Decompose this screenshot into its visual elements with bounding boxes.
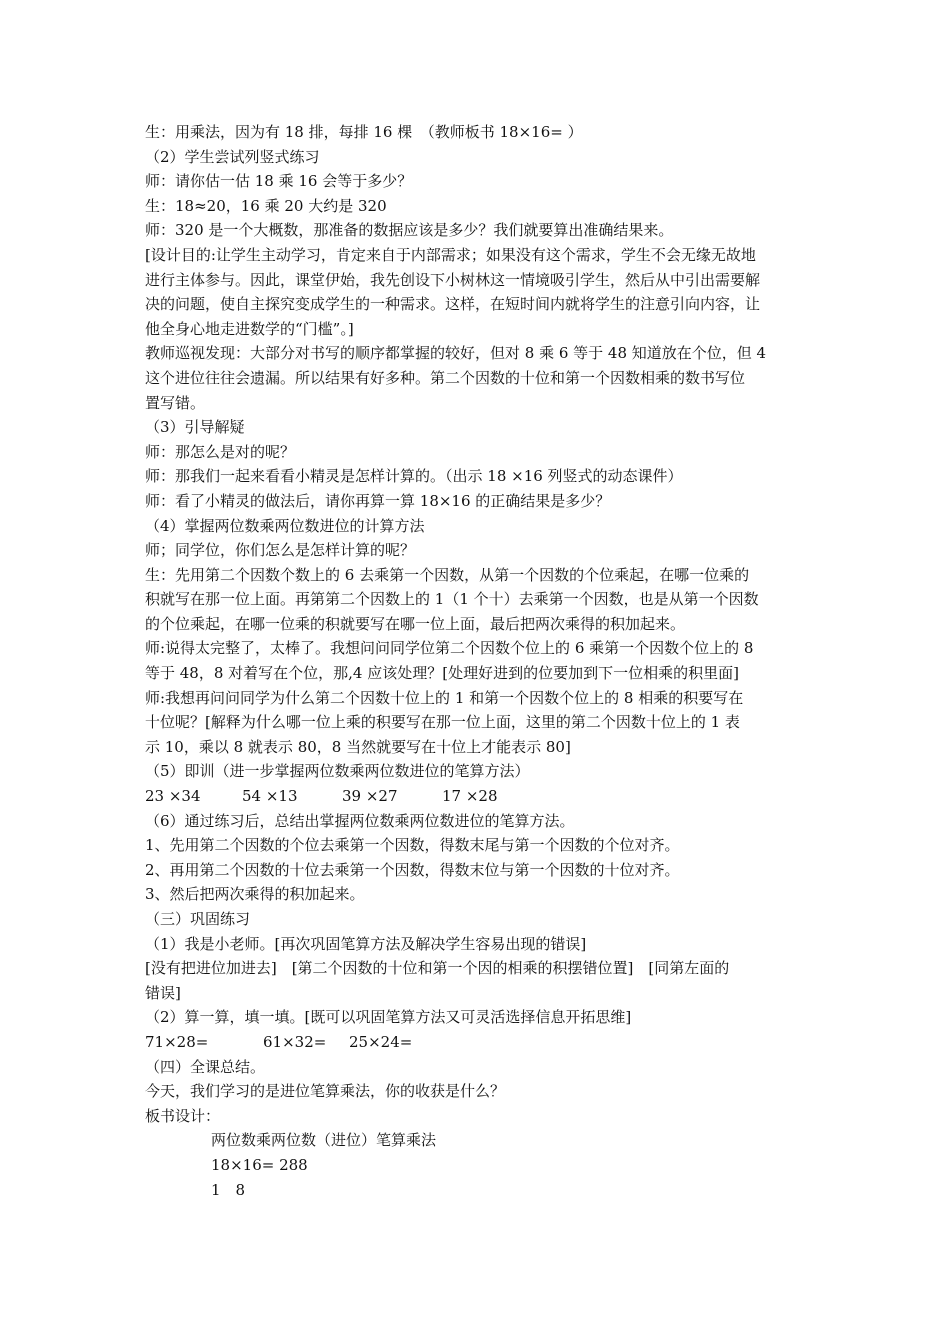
patrol-paragraph	[145, 341, 810, 415]
paragraph-line: 决的问题，使自主探究变成学生的一种需求。这样，在短时间内就将学生的注意引向内容，让	[145, 295, 761, 314]
paragraph-line: 生：先用第二个因数个数上的 6 去乘第一个因数，从第一个因数的个位乘起，在哪一位乘的	[145, 565, 750, 584]
drill-exercises	[145, 784, 810, 809]
subheading: （3）引导解疑	[145, 418, 245, 437]
summary-step: 3、然后把两次乘得的积加起来。	[145, 885, 365, 904]
subheading: （5）即训（进一步掌握两位数乘两位数进位的笔算方法）	[145, 762, 530, 781]
section-heading: （三）巩固练习	[145, 910, 251, 928]
paragraph-line: 错误]	[145, 983, 181, 1002]
text-line: 师：320 是一个大概数，那准备的数据应该是多少？我们就要算出准确结果来。	[145, 221, 674, 240]
subheading: （6）通过练习后，总结出掌握两位数乘两位数进位的笔算方法。	[145, 811, 575, 830]
exercise-item: 61×32=	[263, 1032, 327, 1051]
text-line: 师：看了小精灵的做法后，请你再算一算 18×16 的正确结果是多少？	[145, 491, 611, 510]
document-page	[145, 120, 810, 1202]
section-heading: （四）全课总结。	[145, 1057, 266, 1076]
paragraph-line: 师:我想再问问同学为什么第二个因数十位上的 1 和第一个因数个位上的 8 相乘的积要写在	[145, 688, 744, 707]
paragraph-line: [设计目的:让学生主动学习，肯定来自于内部需求；如果没有这个需求，学生不会无缘无故地	[145, 245, 756, 264]
paragraph-line: 教师巡视发现：大部分对书写的顺序都掌握的较好，但对 8 乘 6 等于 48 知道放在个位，但 4	[145, 344, 767, 363]
teacher-question-paragraph	[145, 636, 810, 685]
exercise-item: 17 ×28	[442, 787, 498, 806]
exercise-item: 23 ×34	[145, 787, 201, 806]
board-vertical-calc: 1 8	[211, 1180, 246, 1199]
text-line: 今天，我们学习的是进位笔算乘法，你的收获是什么？	[145, 1082, 506, 1101]
summary-step: 2、再用第二个因数的十位去乘第一个因数，得数末位与第一个因数的十位对齐。	[145, 860, 680, 879]
text-line: 板书设计：	[145, 1106, 221, 1125]
paragraph-line: 师:说得太完整了，太棒了。我想问问同学位第二个因数个位上的 6 乘第一个因数个位上的 8	[145, 639, 754, 658]
errors-paragraph	[145, 956, 810, 1005]
exercise-item: 25×24=	[349, 1032, 413, 1051]
paragraph-line: 积就写在那一位上面。再第第二个因数上的 1（1 个十）去乘第一个因数，也是从第一个因数	[145, 590, 759, 609]
subheading: （2）学生尝试列竖式练习	[145, 147, 320, 166]
teacher-question-paragraph	[145, 686, 810, 760]
paragraph-line: 这个进位往往会遗漏。所以结果有好多种。第二个因数的十位和第一个因数相乘的数书写位	[145, 368, 746, 387]
text-line: 师：请你估一估 18 乘 16 会等于多少？	[145, 172, 413, 191]
paragraph-line: 进行主体参与。因此，课堂伊始，我先创设下小树林这一情境吸引学生，然后从中引出需要解	[145, 270, 761, 289]
board-equation: 18×16= 288	[211, 1155, 308, 1174]
exercise-item: 39 ×27	[342, 787, 398, 806]
design-note-paragraph	[145, 243, 810, 341]
paragraph-line: 示 10，乘以 8 就表示 80，8 当然就要写在十位上才能表示 80]	[145, 737, 571, 756]
subheading: （2）算一算，填一填。[既可以巩固笔算方法又可灵活选择信息开拓思维]	[145, 1008, 632, 1027]
text-line: 师；同学位，你们怎么是怎样计算的呢？	[145, 541, 416, 560]
board-title: 两位数乘两位数（进位）笔算乘法	[211, 1131, 437, 1150]
paragraph-line: [没有把进位加进去] [第二个因数的十位和第一个因的相乘的积摆错位置] [同第左面的	[145, 959, 730, 978]
board-design	[145, 1128, 810, 1202]
student-answer-paragraph	[145, 563, 810, 637]
subheading: （4）掌握两位数乘两位数进位的计算方法	[145, 516, 425, 535]
text-line: 生：18≈20，16 乘 20 大约是 320	[145, 196, 387, 215]
exercise-item: 71×28=	[145, 1032, 209, 1051]
paragraph-line: 十位呢？[解释为什么哪一位上乘的积要写在那一位上面，这里的第二个因数十位上的 1 表	[145, 713, 740, 732]
subheading: （1）我是小老师。[再次巩固笔算方法及解决学生容易出现的错误]	[145, 934, 587, 953]
paragraph-line: 等于 48，8 对着写在个位，那,4 应该处理？[处理好进到的位要加到下一位相乘的积里面]	[145, 664, 739, 683]
exercise-item: 54 ×13	[242, 787, 298, 806]
calc-exercises	[145, 1030, 810, 1055]
text-line: 生：用乘法，因为有 18 排，每排 16 棵 （教师板书 18×16= ）	[145, 123, 583, 141]
paragraph-line: 置写错。	[145, 393, 206, 412]
summary-step: 1、先用第二个因数的个位去乘第一个因数，得数末尾与第一个因数的个位对齐。	[145, 836, 680, 855]
paragraph-line: 他全身心地走进数学的“门槛”。]	[145, 319, 354, 338]
text-line: 师：那我们一起来看看小精灵是怎样计算的。（出示 18 ×16 列竖式的动态课件）	[145, 467, 683, 486]
paragraph-line: 的个位乘起，在哪一位乘的积就要写在哪一位上面，最后把两次乘得的积加起来。	[145, 614, 686, 633]
text-line: 师：那怎么是对的呢？	[145, 442, 296, 461]
